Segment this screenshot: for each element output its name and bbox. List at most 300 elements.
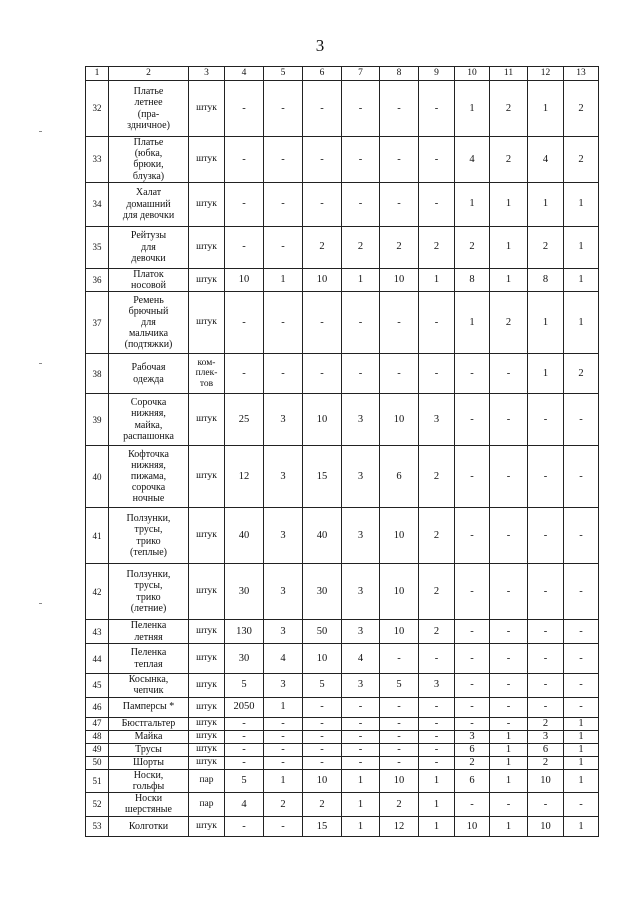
cell-line: штук [196,680,217,690]
row-number: 46 [86,697,109,717]
value-cell: 3 [342,394,380,446]
value-cell: - [225,182,264,226]
value-cell: 1 [419,816,455,836]
unit-cell [189,792,225,816]
row-number: 48 [86,730,109,743]
value-cell: 3 [342,508,380,564]
cell-line: теплая [134,658,163,670]
cell-line: Халат [135,187,162,199]
value-cell: - [528,394,564,446]
value-cell: - [419,354,455,394]
value-cell: - [564,792,599,816]
value-cell: - [419,292,455,354]
unit-cell [189,756,225,769]
cell-line: пар [199,775,214,786]
cell-line: здничное) [127,119,170,131]
value-cell: 8 [455,268,490,291]
unit-cell [189,730,225,743]
value-cell: - [264,743,303,756]
cell-line: Памперсы * [122,701,175,713]
value-cell: - [303,730,342,743]
table-row [86,620,599,644]
cell-line: трусы, [134,580,163,592]
value-cell: 1 [342,268,380,291]
table-row [86,717,599,730]
value-cell: - [264,226,303,268]
cell-line: Трусы [135,743,162,755]
margin-mark [39,363,42,364]
value-cell: 2 [380,226,419,268]
value-cell: - [490,674,528,697]
cell-line: блузка) [132,170,165,182]
cell-line: гольфы [132,780,165,792]
item-name [109,394,189,446]
row-number: 41 [86,508,109,564]
value-cell: 5 [380,674,419,697]
item-name [109,226,189,268]
cell-line: Ремень [133,294,164,306]
value-cell: - [455,394,490,446]
cell-line: ночные [132,493,165,505]
unit-cell [189,226,225,268]
value-cell: - [419,697,455,717]
value-cell: 1 [564,268,599,291]
value-cell: - [303,717,342,730]
page-number: 3 [315,36,325,55]
value-cell: 10 [380,394,419,446]
cell-line: штук [196,198,217,209]
cell-line: штук [196,653,217,664]
value-cell: - [264,816,303,836]
value-cell: 3 [264,508,303,564]
value-cell: - [564,674,599,697]
cell-line: (подтяжки) [124,339,173,351]
unit-cell [189,717,225,730]
cell-line: летняя [134,631,163,643]
value-cell: - [419,730,455,743]
row-number: 53 [86,816,109,836]
value-cell: - [380,717,419,730]
cell-line: трико [136,535,161,547]
cell-line: носовой [130,279,167,291]
cell-line: штук [196,731,217,742]
item-name [109,756,189,769]
value-cell: 1 [564,182,599,226]
header-cell: 2 [109,67,189,81]
value-cell: - [303,292,342,354]
cell-line: Рейтузы [130,230,167,242]
item-name [109,354,189,394]
value-cell: - [342,354,380,394]
cell-line: штук [196,154,217,165]
cell-line: мальчика [128,328,169,340]
value-cell: 130 [225,620,264,644]
item-name [109,644,189,674]
value-cell: 4 [528,137,564,183]
header-cell: 12 [528,67,564,81]
value-cell: - [342,743,380,756]
item-name [109,564,189,620]
cell-line: штук [196,718,217,729]
value-cell: 1 [264,769,303,792]
row-number: 39 [86,394,109,446]
cell-line: Шорты [132,756,165,768]
value-cell: 2 [528,756,564,769]
value-cell: 1 [455,292,490,354]
value-cell: 12 [380,816,419,836]
value-cell: - [264,730,303,743]
value-cell: - [225,354,264,394]
cell-line: Платье [133,86,164,98]
value-cell: 3 [264,394,303,446]
value-cell: 1 [564,730,599,743]
cell-line: штук [196,530,217,541]
cell-line: плек- [195,368,218,379]
header-row [86,67,599,81]
value-cell: 3 [264,564,303,620]
value-cell: 2 [528,717,564,730]
cell-line: Кофточка [128,448,169,460]
value-cell: 10 [380,564,419,620]
value-cell: - [528,620,564,644]
table-row [86,730,599,743]
table-row [86,394,599,446]
row-number: 33 [86,137,109,183]
row-number: 35 [86,226,109,268]
value-cell: 1 [490,268,528,291]
value-cell: 1 [564,226,599,268]
item-name [109,674,189,697]
item-name [109,717,189,730]
value-cell: 1 [490,182,528,226]
value-cell: 5 [303,674,342,697]
value-cell: - [490,697,528,717]
value-cell: - [455,508,490,564]
cell-line: домашний [126,198,171,210]
value-cell: 4 [342,644,380,674]
row-number: 36 [86,268,109,291]
cell-line: штук [196,757,217,768]
value-cell: - [490,508,528,564]
cell-line: пар [199,799,214,810]
table-row [86,564,599,620]
table-row [86,268,599,291]
value-cell: 10 [380,268,419,291]
value-cell: 1 [564,816,599,836]
value-cell: - [419,81,455,137]
value-cell: 50 [303,620,342,644]
cell-line: брюки, [133,159,164,171]
cell-line: Ползунки, [126,513,171,525]
value-cell: 10 [380,769,419,792]
cell-line: Носки [134,793,163,805]
cell-line: трико [136,591,161,603]
value-cell: - [303,182,342,226]
value-cell: 8 [528,268,564,291]
value-cell: 1 [419,769,455,792]
value-cell: - [528,644,564,674]
value-cell: - [490,394,528,446]
cell-line: Сорочка [130,397,167,409]
value-cell: - [455,446,490,508]
row-number: 50 [86,756,109,769]
value-cell: 2 [528,226,564,268]
value-cell: - [455,697,490,717]
value-cell: - [264,717,303,730]
value-cell: - [225,81,264,137]
cell-line: штук [196,241,217,252]
cell-line: Бюстгальтер [121,717,176,729]
value-cell: 1 [528,81,564,137]
cell-line: трусы, [134,524,163,536]
table-row [86,137,599,183]
table-row [86,446,599,508]
table-row [86,354,599,394]
item-name [109,137,189,183]
value-cell: 25 [225,394,264,446]
value-cell: 1 [528,182,564,226]
unit-cell [189,743,225,756]
value-cell: 40 [225,508,264,564]
row-number: 52 [86,792,109,816]
value-cell: - [564,564,599,620]
item-name [109,508,189,564]
header-cell: 8 [380,67,419,81]
value-cell: 3 [342,620,380,644]
value-cell: 1 [342,769,380,792]
cell-line: (пра- [137,108,160,120]
value-cell: 10 [380,508,419,564]
unit-cell [189,81,225,137]
value-cell: 1 [490,769,528,792]
value-cell: 1 [490,816,528,836]
value-cell: 6 [380,446,419,508]
value-cell: - [564,446,599,508]
value-cell: - [490,620,528,644]
value-cell: - [303,81,342,137]
value-cell: - [380,354,419,394]
cell-line: Майка [134,730,163,742]
value-cell: 1 [264,268,303,291]
value-cell: - [455,644,490,674]
value-cell: - [490,446,528,508]
header-cell: 10 [455,67,490,81]
value-cell: 2 [419,564,455,620]
cell-line: нижняя, [131,408,166,420]
value-cell: 1 [455,81,490,137]
table-row [86,769,599,792]
header-cell: 5 [264,67,303,81]
cell-line: (теплые) [130,546,167,558]
header-cell: 3 [189,67,225,81]
value-cell: 2 [419,620,455,644]
cell-line: Пеленка [130,620,167,632]
value-cell: - [342,137,380,183]
value-cell: - [342,292,380,354]
value-cell: 3 [455,730,490,743]
value-cell: 2 [419,226,455,268]
cell-line: штук [196,103,217,114]
value-cell: 2050 [225,697,264,717]
value-cell: - [264,137,303,183]
value-cell: - [303,354,342,394]
table-row [86,756,599,769]
row-number: 32 [86,81,109,137]
value-cell: 30 [225,644,264,674]
row-number: 43 [86,620,109,644]
item-name [109,81,189,137]
value-cell: - [342,81,380,137]
value-cell: - [490,564,528,620]
value-cell: - [225,226,264,268]
supply-table [85,66,599,837]
value-cell: - [380,756,419,769]
unit-cell [189,182,225,226]
item-name [109,292,189,354]
value-cell: 2 [455,756,490,769]
value-cell: - [264,81,303,137]
value-cell: - [455,354,490,394]
value-cell: - [490,792,528,816]
row-number: 34 [86,182,109,226]
cell-line: ком- [197,357,216,368]
value-cell: 2 [380,792,419,816]
cell-line: (летние) [130,602,167,614]
unit-cell [189,697,225,717]
value-cell: - [419,717,455,730]
value-cell: 3 [342,446,380,508]
cell-line: штук [196,626,217,637]
value-cell: 2 [490,292,528,354]
value-cell: 10 [303,394,342,446]
value-cell: - [455,620,490,644]
value-cell: 12 [225,446,264,508]
cell-line: брючный [128,305,169,317]
value-cell: 1 [342,792,380,816]
unit-cell [189,268,225,291]
value-cell: - [225,743,264,756]
cell-line: штук [196,471,217,482]
header-cell: 4 [225,67,264,81]
cell-line: штук [196,821,217,832]
cell-line: девочки [131,252,166,264]
cell-line: штук [196,317,217,328]
cell-line: Пеленка [130,647,167,659]
value-cell: 10 [380,620,419,644]
value-cell: 1 [419,792,455,816]
value-cell: - [564,697,599,717]
value-cell: 4 [225,792,264,816]
cell-line: (юбка, [134,148,163,160]
value-cell: 3 [528,730,564,743]
value-cell: - [380,292,419,354]
row-number: 38 [86,354,109,394]
value-cell: 1 [564,756,599,769]
value-cell: 6 [528,743,564,756]
value-cell: - [564,394,599,446]
row-number: 45 [86,674,109,697]
value-cell: 2 [342,226,380,268]
header-cell: 7 [342,67,380,81]
value-cell: 1 [490,743,528,756]
value-cell: 10 [225,268,264,291]
value-cell: - [528,697,564,717]
row-number: 37 [86,292,109,354]
value-cell: - [528,446,564,508]
value-cell: 3 [419,394,455,446]
value-cell: - [380,81,419,137]
value-cell: - [380,743,419,756]
cell-line: для [141,241,156,253]
cell-line: штук [196,414,217,425]
value-cell: 1 [455,182,490,226]
value-cell: 1 [528,354,564,394]
value-cell: - [455,674,490,697]
item-name [109,769,189,792]
value-cell: - [225,292,264,354]
cell-line: тов [199,378,214,389]
cell-line: штук [196,744,217,755]
unit-cell [189,644,225,674]
value-cell: 2 [303,226,342,268]
value-cell: 30 [225,564,264,620]
value-cell: - [490,717,528,730]
value-cell: 1 [564,743,599,756]
value-cell: - [225,730,264,743]
value-cell: 2 [490,137,528,183]
table-row [86,743,599,756]
value-cell: - [528,792,564,816]
value-cell: - [419,182,455,226]
value-cell: 10 [303,644,342,674]
value-cell: 2 [564,81,599,137]
value-cell: - [380,137,419,183]
value-cell: 2 [303,792,342,816]
value-cell: - [303,697,342,717]
margin-mark [39,603,42,604]
value-cell: 1 [528,292,564,354]
cell-line: Косынка, [128,674,169,686]
table-row [86,644,599,674]
value-cell: - [225,756,264,769]
unit-cell [189,674,225,697]
cell-line: майка, [134,419,163,431]
cell-line: нижняя, [131,459,166,471]
value-cell: - [303,756,342,769]
value-cell: 1 [490,226,528,268]
row-number: 40 [86,446,109,508]
item-name [109,792,189,816]
cell-line: распашонка [123,430,174,442]
value-cell: 3 [264,674,303,697]
value-cell: 4 [264,644,303,674]
value-cell: 1 [564,717,599,730]
unit-cell [189,292,225,354]
value-cell: - [419,743,455,756]
value-cell: - [380,730,419,743]
value-cell: - [225,717,264,730]
cell-line: Рабочая [131,362,166,374]
cell-line: Платок [133,268,164,280]
item-name [109,182,189,226]
cell-line: летнее [134,97,163,109]
value-cell: 10 [528,769,564,792]
value-cell: 1 [490,730,528,743]
value-cell: 1 [419,268,455,291]
value-cell: - [264,354,303,394]
value-cell: - [528,564,564,620]
unit-cell [189,769,225,792]
